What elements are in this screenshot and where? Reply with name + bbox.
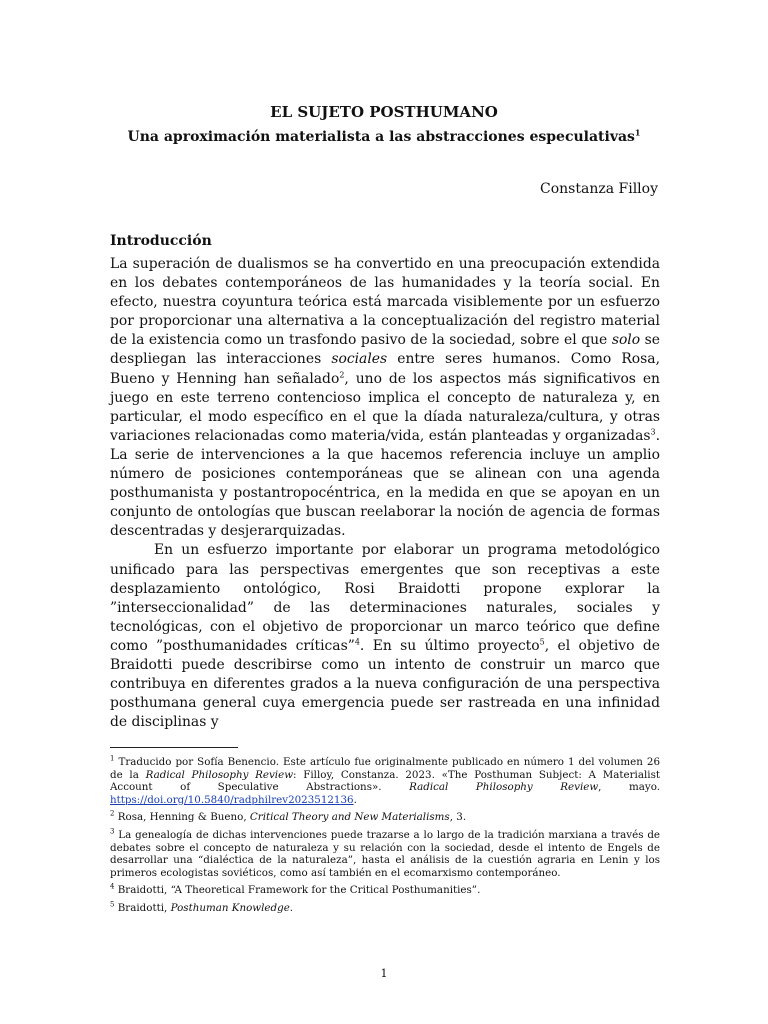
paragraph-2 <box>110 541 660 732</box>
text-run: Braidotti, <box>114 901 171 914</box>
text-run: se despliegan las interacciones <box>110 332 660 368</box>
footnote-number: 5 <box>110 900 115 909</box>
subtitle-text: Una aproximación materialista a las abstracciones especulativas <box>127 129 635 145</box>
footnote-3 <box>110 829 660 879</box>
page-number: 1 <box>380 967 388 980</box>
footnote-ref-5[interactable]: 5 <box>539 637 545 647</box>
text-run: . <box>289 901 294 914</box>
footnote-ref-1[interactable]: 1 <box>634 127 641 138</box>
footnote-number: 2 <box>110 809 115 818</box>
text-run: Rosa, Henning & Bueno, <box>114 811 250 824</box>
text-run: . En su último proyecto <box>359 637 540 654</box>
footnote-5 <box>110 902 660 915</box>
text-run: entre seres humanos. Como Rosa, Bueno y Henning han señalado <box>110 351 660 387</box>
emphasis: Critical Theory and New Materialisms <box>249 811 450 824</box>
text-run: La genealogía de dichas intervenciones puede trazarse a lo largo de la tradición marxiana a través de debates sobre el concepto de naturaleza y su relación con la sociedad, desde el intento de Engels de desarrollar una “dialéctica de la naturaleza”, hasta el análisis de la cuestión agraria en Lenin y los primeros ecologistas soviéticos, como así también en el ecomarxismo contemporáneo. <box>110 828 660 879</box>
emphasis: Radical Philosophy Review <box>145 768 294 781</box>
text-run: , el objetivo de Braidotti puede describirse como un intento de construir un marco que contribuya en diferentes grados a la nueva configuración de una perspectiva posthumana general cuya emergencia puede ser rastreada en una infinidad de disciplinas y <box>110 637 660 731</box>
document-subtitle <box>0 129 768 145</box>
text-run: : Filloy, Constanza. 2023. «The Posthuman Subject: A Materialist Account of Speculative Abstractions». <box>110 768 660 794</box>
section-heading: Introducción <box>110 233 212 249</box>
footnote-number: 4 <box>110 882 115 891</box>
footnote-ref-3[interactable]: 3 <box>650 427 656 437</box>
footnote-2 <box>110 811 660 824</box>
text-run: , uno de los aspectos más significativos en juego en este terreno contencioso implica el concepto de naturaleza y, en particular, el modo específico en el que la díada naturaleza/cultura, y otras variaciones relacionadas como materia/vida, están planteadas y organizadas <box>110 370 660 444</box>
paragraph-1 <box>110 255 660 541</box>
footnote-ref-2[interactable]: 2 <box>339 369 345 379</box>
text-run: En un esfuerzo importante por elaborar un programa metodológico unificado para las perspectivas emergentes que son receptivas a este desplazamiento ontológico, Rosi Braidotti propone explorar la ”interseccionalidad” de las determinaciones naturales, sociales y tecnológicas, con el objetivo de proporcionar un marco teórico que define como ”posthumanidades críticas” <box>110 542 660 654</box>
text-run: La superación de dualismos se ha convertido en una preocupación extendida en los debates contemporáneos de las humanidades y la teoría social. En efecto, nuestra coyuntura teórica está marcada visiblemente por un esfuerzo por proporcionar una alternativa a la conceptualización del registro material de la existencia como un trasfondo pasivo de la sociedad, sobre el que <box>110 256 660 349</box>
footnote-number: 3 <box>110 827 115 836</box>
emphasis: Radical Philosophy Review <box>409 781 599 794</box>
emphasis: Posthuman Knowledge <box>170 901 290 914</box>
footnotes <box>110 756 660 920</box>
footnote-separator <box>110 747 238 748</box>
text-run: , 3. <box>449 811 467 824</box>
author-name: Constanza Filloy <box>540 181 658 197</box>
text-run: . La serie de intervenciones a la que hacemos referencia incluye un amplio número de posiciones contemporáneas que se alinean con una agenda posthumanista y postantropocéntrica, en la medida en que se apoyan en un conjunto de ontologías que buscan reelaborar la noción de agencia de formas descentradas y desjerarquizadas. <box>110 427 660 540</box>
footnote-number: 1 <box>110 754 115 763</box>
body-text <box>110 255 660 732</box>
text-run: Traducido por Sofía Benencio. Este artículo fue originalmente publicado en número 1 del volumen 26 de la <box>110 756 660 781</box>
emphasis-sociales: sociales <box>331 351 388 368</box>
text-run: , mayo. <box>598 781 661 794</box>
text-run: . <box>353 793 357 806</box>
footnote-4 <box>110 884 660 897</box>
doi-link[interactable]: https://doi.org/10.5840/radphilrev2023512136 <box>110 793 354 806</box>
emphasis-solo: solo <box>611 332 641 349</box>
document-title: EL SUJETO POSTHUMANO <box>270 103 498 121</box>
text-run: Braidotti, “A Theoretical Framework for the Critical Posthumanities”. <box>114 884 481 897</box>
footnote-1 <box>110 756 660 806</box>
footnote-ref-4[interactable]: 4 <box>354 637 360 647</box>
